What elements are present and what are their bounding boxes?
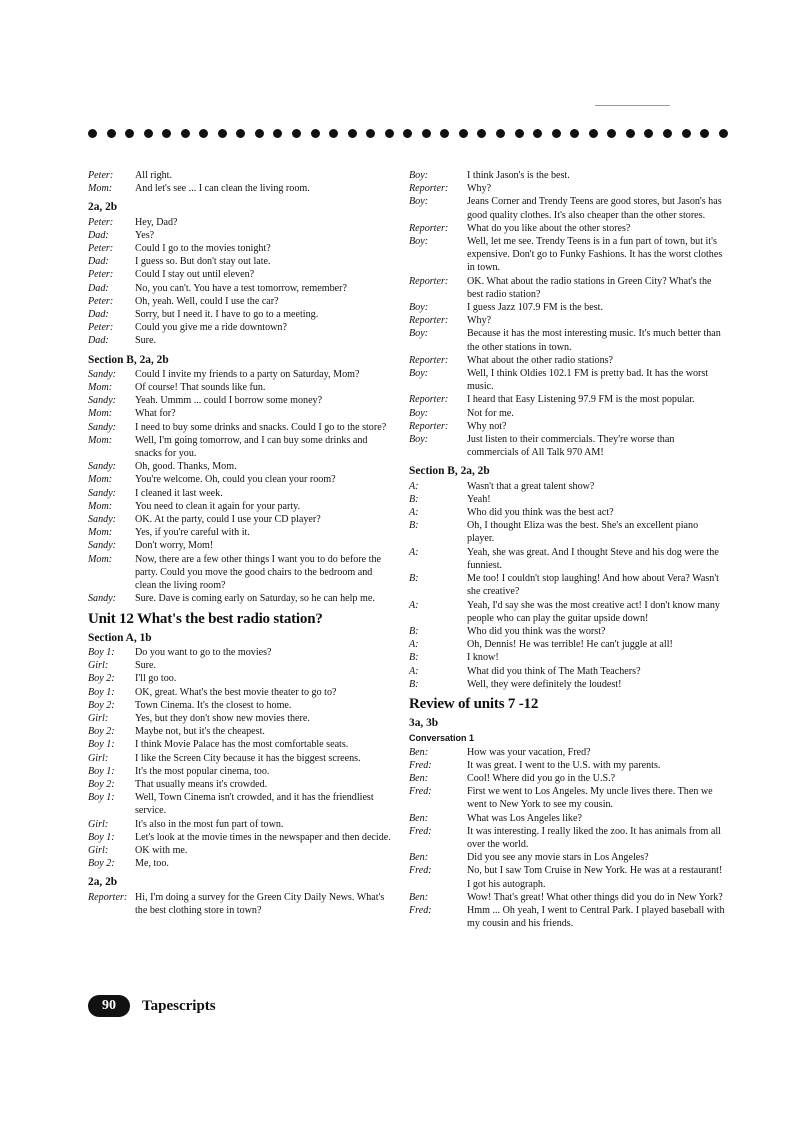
- speaker-label: Dad:: [88, 256, 109, 268]
- dialogue-line: [409, 393, 727, 406]
- speaker-label: Boy 2:: [88, 778, 115, 790]
- dialogue-line: [409, 891, 727, 904]
- dialogue-line: [409, 904, 727, 930]
- dialogue-line: [88, 818, 396, 831]
- dialogue-text: Sure. Dave is coming early on Saturday, so he can help me.: [135, 593, 375, 605]
- dialogue-text: Yeah, she was great. And I thought Steve and his dog were the funniest.: [467, 546, 719, 571]
- dialogue-text: Oh, I thought Eliza was the best. She's an excellent piano player.: [467, 520, 699, 545]
- speaker-label: Sandy:: [88, 593, 117, 605]
- decorative-dot: [181, 129, 190, 138]
- dialogue-line: [409, 493, 727, 506]
- speaker-label: Sandy:: [88, 395, 117, 407]
- dialogue-text: Yes?: [135, 229, 155, 241]
- speaker-label: Peter:: [88, 216, 114, 228]
- dialogue-text: It was interesting. I really liked the zoo. It has animals from all over the world.: [467, 825, 721, 850]
- dialogue-line: [88, 381, 396, 394]
- decorative-dot: [700, 129, 709, 138]
- dialogue-line: [409, 354, 727, 367]
- dialogue-text: Cool! Where did you go in the U.S.?: [467, 772, 616, 784]
- dialogue-text: What did you think of The Math Teachers?: [467, 665, 641, 677]
- speaker-label: Reporter:: [409, 222, 449, 234]
- dialogue-text: And let's see ... I can clean the living room.: [135, 183, 310, 195]
- dialogue-text: Oh, Dennis! He was terrible! He can't juggle at all!: [467, 639, 673, 651]
- speaker-label: Mom:: [88, 434, 113, 446]
- speaker-label: Mom:: [88, 408, 113, 420]
- decorative-dot: [496, 129, 505, 138]
- speaker-label: Girl:: [88, 818, 109, 830]
- speaker-label: B:: [409, 678, 419, 690]
- speaker-label: A:: [409, 546, 419, 558]
- dialogue-text: Hi, I'm doing a survey for the Green City Daily News. What's the best clothing store in town?: [135, 891, 385, 916]
- speaker-label: Dad:: [88, 335, 109, 347]
- speaker-label: Reporter:: [88, 891, 128, 903]
- dialogue-text: Sure.: [135, 335, 157, 347]
- dialogue-text: I heard that Easy Listening 97.9 FM is the most popular.: [467, 394, 695, 406]
- dialogue-text: Hmm ... Oh yeah, I went to Central Park. I played baseball with my cousin and his friends.: [467, 904, 725, 930]
- dialogue-text: Could you give me a ride downtown?: [135, 322, 287, 334]
- decorative-dot: [607, 129, 616, 138]
- dialogue-line: [409, 546, 727, 572]
- dialogue-line: [409, 825, 727, 851]
- decorative-dot: [422, 129, 431, 138]
- speaker-label: Boy:: [409, 407, 429, 419]
- dialogue-text: Did you see any movie stars in Los Angeles?: [467, 852, 649, 864]
- dialogue-line: [409, 519, 727, 545]
- decorative-dot: [329, 129, 338, 138]
- speaker-label: Boy 1:: [88, 646, 115, 658]
- speaker-label: Boy 1:: [88, 831, 115, 843]
- speaker-label: Sandy:: [88, 540, 117, 552]
- speaker-label: Boy:: [409, 368, 429, 380]
- dialogue-text: Oh, yeah. Well, could I use the car?: [135, 295, 279, 307]
- dialogue-text: Yeah, I'd say she was the most creative act! I don't know many people who can play the guitar upside down!: [467, 599, 720, 624]
- dialogue-text: You're welcome. Oh, could you clean your room?: [135, 474, 336, 486]
- decorative-dot: [218, 129, 227, 138]
- dialogue-text: Well, they were definitely the loudest!: [467, 678, 622, 690]
- speaker-label: Ben:: [409, 746, 429, 758]
- dialogue-line: [88, 229, 396, 242]
- dialogue-line: [88, 321, 396, 334]
- section-heading: Section A, 1b: [88, 631, 152, 644]
- dialogue-text: OK. What about the radio stations in Green City? What's the best radio station?: [467, 275, 712, 300]
- dialogue-line: [88, 460, 396, 473]
- speaker-label: Sandy:: [88, 461, 117, 473]
- dialogue-text: I cleaned it last week.: [135, 487, 223, 499]
- speaker-label: Reporter:: [409, 183, 449, 195]
- speaker-label: Fred:: [409, 904, 432, 916]
- decorative-dot: [292, 129, 301, 138]
- dialogue-line: [88, 434, 396, 460]
- speaker-label: Boy 1:: [88, 792, 115, 804]
- speaker-label: B:: [409, 652, 419, 664]
- dialogue-text: Yes, if you're careful with it.: [135, 527, 250, 539]
- speaker-label: Peter:: [88, 295, 114, 307]
- dialogue-line: [88, 308, 396, 321]
- dialogue-line: [88, 282, 396, 295]
- dialogue-line: [88, 752, 396, 765]
- dialogue-line: [88, 686, 396, 699]
- speaker-label: B:: [409, 573, 419, 585]
- dialogue-line: [88, 738, 396, 751]
- dialogue-line: [88, 513, 396, 526]
- speaker-label: Girl:: [88, 660, 109, 672]
- page-footer: [88, 995, 216, 1017]
- dialogue-text: Well, Town Cinema isn't crowded, and it has the friendliest service.: [135, 792, 374, 817]
- decorative-dot: [682, 129, 691, 138]
- speaker-label: Fred:: [409, 786, 432, 798]
- dialogue-line: [88, 500, 396, 513]
- speaker-label: A:: [409, 665, 419, 677]
- dialogue-text: OK, great. What's the best movie theater to go to?: [135, 686, 337, 698]
- dialogue-line: [88, 844, 396, 857]
- decorative-dot: [719, 129, 728, 138]
- dialogue-line: [88, 831, 396, 844]
- dialogue-line: [88, 473, 396, 486]
- speaker-label: A:: [409, 599, 419, 611]
- speaker-label: Boy:: [409, 328, 429, 340]
- dialogue-line: [409, 314, 727, 327]
- decorative-dot: [477, 129, 486, 138]
- speaker-label: Boy:: [409, 196, 429, 208]
- dialogue-text: I guess so. But don't stay out late.: [135, 256, 271, 268]
- dialogue-line: [409, 195, 727, 221]
- dialogue-line: [409, 235, 727, 275]
- dialogue-text: Who did you think was the best act?: [467, 507, 614, 519]
- dialogue-line: [88, 487, 396, 500]
- dialogue-line: [88, 778, 396, 791]
- speaker-label: Reporter:: [409, 275, 449, 287]
- dialogue-line: [409, 222, 727, 235]
- decorative-dot: [255, 129, 264, 138]
- speaker-label: Fred:: [409, 759, 432, 771]
- dialogue-text: Of course! That sounds like fun.: [135, 382, 266, 394]
- speaker-label: Reporter:: [409, 420, 449, 432]
- speaker-label: Sandy:: [88, 514, 117, 526]
- speaker-label: Boy:: [409, 302, 429, 314]
- dialogue-text: Who did you think was the worst?: [467, 625, 606, 637]
- dialogue-line: [88, 268, 396, 281]
- dialogue-line: [88, 646, 396, 659]
- dialogue-line: [88, 699, 396, 712]
- decorative-dot: [515, 129, 524, 138]
- speaker-label: Boy 2:: [88, 726, 115, 738]
- decorative-dot: [589, 129, 598, 138]
- dialogue-text: Town Cinema. It's the closest to home.: [135, 699, 292, 711]
- dialogue-line: [88, 659, 396, 672]
- speaker-label: Peter:: [88, 269, 114, 281]
- speaker-label: Girl:: [88, 712, 109, 724]
- speaker-label: Boy 1:: [88, 765, 115, 777]
- decorative-dot: [459, 129, 468, 138]
- dialogue-text: It was great. I went to the U.S. with my parents.: [467, 759, 661, 771]
- dot-border: [88, 125, 728, 141]
- speaker-label: A:: [409, 480, 419, 492]
- speaker-label: Peter:: [88, 170, 114, 181]
- footer-label: Tapescripts: [142, 997, 216, 1014]
- speaker-label: B:: [409, 520, 419, 532]
- dialogue-line: [409, 665, 727, 678]
- speaker-label: Mom:: [88, 382, 113, 394]
- dialogue-line: [88, 242, 396, 255]
- dialogue-line: [88, 255, 396, 268]
- dialogue-text: OK. At the party, could I use your CD player?: [135, 514, 321, 526]
- dialogue-line: [88, 169, 396, 182]
- dialogue-line: [409, 506, 727, 519]
- dialogue-text: Let's look at the movie times in the newspaper and then decide.: [135, 831, 391, 843]
- speaker-label: Ben:: [409, 891, 429, 903]
- dialogue-line: [409, 638, 727, 651]
- dialogue-line: [409, 301, 727, 314]
- dialogue-line: [88, 394, 396, 407]
- dialogue-line: [88, 765, 396, 778]
- speaker-label: Reporter:: [409, 394, 449, 406]
- dialogue-text: Well, I'm going tomorrow, and I can buy some drinks and snacks for you.: [135, 434, 368, 460]
- speaker-label: Sandy:: [88, 421, 117, 433]
- dialogue-text: Could I invite my friends to a party on Saturday, Mom?: [135, 368, 360, 380]
- unit-heading: Review of units 7 -12: [409, 695, 539, 712]
- dialogue-text: Now, there are a few other things I want you to do before the party. Could you move the good chairs to the bedroom and clean the living room?: [135, 553, 381, 592]
- dialogue-text: What about the other radio stations?: [467, 354, 614, 366]
- dialogue-text: No, you can't. You have a test tomorrow, remember?: [135, 282, 347, 294]
- dialogue-text: Well, let me see. Trendy Teens is in a fun part of town, but it's expensive. Don't go to Funky Fashions. It has the worst clothes in town.: [467, 236, 723, 274]
- speaker-label: Mom:: [88, 500, 113, 512]
- dialogue-text: You need to clean it again for your party.: [135, 500, 301, 512]
- dialogue-text: I think Jason's is the best.: [467, 170, 570, 181]
- dialogue-line: [409, 327, 727, 353]
- decorative-dot: [236, 129, 245, 138]
- speaker-label: Ben:: [409, 772, 429, 784]
- dialogue-line: [409, 480, 727, 493]
- dialogue-line: [409, 785, 727, 811]
- dialogue-line: [88, 592, 396, 605]
- dialogue-line: [88, 334, 396, 347]
- dialogue-line: [409, 433, 727, 459]
- speaker-label: B:: [409, 625, 419, 637]
- conversation-heading: Conversation 1: [409, 733, 475, 744]
- decorative-dot: [644, 129, 653, 138]
- dialogue-line: [88, 539, 396, 552]
- speaker-label: Mom:: [88, 553, 113, 565]
- dialogue-text: No, but I saw Tom Cruise in New York. He was at a restaurant! I got his autograph.: [467, 865, 723, 890]
- dialogue-text: Me, too.: [135, 858, 169, 870]
- speaker-label: Sandy:: [88, 487, 117, 499]
- dialogue-line: [409, 182, 727, 195]
- speaker-label: Mom:: [88, 474, 113, 486]
- dialogue-text: I need to buy some drinks and snacks. Could I go to the store?: [135, 421, 387, 433]
- dialogue-line: [88, 725, 396, 738]
- dialogue-line: [409, 746, 727, 759]
- section-heading: 3a, 3b: [409, 717, 439, 730]
- decorative-dot: [107, 129, 116, 138]
- right-column: [409, 169, 727, 930]
- dialogue-text: Not for me.: [467, 407, 514, 419]
- dialogue-line: [88, 182, 396, 195]
- speaker-label: Boy 1:: [88, 686, 115, 698]
- decorative-dot: [311, 129, 320, 138]
- decorative-dot: [533, 129, 542, 138]
- section-heading: 2a, 2b: [88, 876, 118, 889]
- dialogue-text: Don't worry, Mom!: [135, 540, 214, 552]
- dialogue-text: I guess Jazz 107.9 FM is the best.: [467, 302, 603, 314]
- speaker-label: Peter:: [88, 322, 114, 334]
- dialogue-text: Yes, but they don't show new movies there.: [135, 712, 310, 724]
- speaker-label: Fred:: [409, 825, 432, 837]
- dialogue-line: [409, 625, 727, 638]
- dialogue-text: All right.: [135, 170, 173, 181]
- speaker-label: Boy 2:: [88, 673, 115, 685]
- speaker-label: Girl:: [88, 752, 109, 764]
- decorative-dot: [366, 129, 375, 138]
- speaker-label: Boy 1:: [88, 739, 115, 751]
- speaker-label: Reporter:: [409, 354, 449, 366]
- dialogue-text: Wasn't that a great talent show?: [467, 480, 595, 492]
- dialogue-text: Because it has the most interesting music. It's much better than the other stations in town.: [467, 328, 721, 353]
- dialogue-text: Sure.: [135, 660, 157, 672]
- dialogue-text: Could I stay out until eleven?: [135, 269, 255, 281]
- decorative-dot: [626, 129, 635, 138]
- dialogue-text: Do you want to go to the movies?: [135, 646, 272, 658]
- left-column: [88, 169, 396, 917]
- decorative-dot: [88, 129, 97, 138]
- dialogue-text: Why?: [467, 315, 492, 327]
- dialogue-text: Yeah. Ummm ... could I borrow some money?: [135, 395, 323, 407]
- speaker-label: Girl:: [88, 844, 109, 856]
- decorative-dot: [273, 129, 282, 138]
- dialogue-line: [88, 421, 396, 434]
- speaker-label: Boy 2:: [88, 699, 115, 711]
- dialogue-text: I like the Screen City because it has the biggest screens.: [135, 752, 361, 764]
- decorative-dot: [162, 129, 171, 138]
- dialogue-line: [88, 791, 396, 817]
- dialogue-text: What do you like about the other stores?: [467, 222, 631, 234]
- page-number-badge: 90: [88, 995, 130, 1017]
- dialogue-line: [88, 891, 396, 917]
- dialogue-line: [409, 678, 727, 691]
- dialogue-line: [409, 572, 727, 598]
- decorative-dot: [552, 129, 561, 138]
- decorative-dot: [199, 129, 208, 138]
- decorative-dot: [570, 129, 579, 138]
- dialogue-line: [409, 851, 727, 864]
- dialogue-text: Just listen to their commercials. They're worse than commercials of All Talk 970 AM!: [467, 434, 675, 459]
- dialogue-text: Maybe not, but it's the cheapest.: [135, 726, 265, 738]
- dialogue-line: [88, 295, 396, 308]
- dialogue-line: [88, 712, 396, 725]
- dialogue-line: [409, 599, 727, 625]
- speaker-label: A:: [409, 507, 419, 519]
- section-heading: Section B, 2a, 2b: [88, 353, 169, 366]
- dialogue-text: Why not?: [467, 420, 507, 432]
- dialogue-text: I think Movie Palace has the most comfortable seats.: [135, 739, 349, 751]
- speaker-label: Dad:: [88, 229, 109, 241]
- dialogue-line: [409, 169, 727, 182]
- dialogue-text: What for?: [135, 408, 176, 420]
- dialogue-text: Sorry, but I need it. I have to go to a meeting.: [135, 309, 319, 321]
- top-rule: [595, 105, 670, 106]
- speaker-label: Reporter:: [409, 315, 449, 327]
- unit-heading: Unit 12 What's the best radio station?: [88, 610, 323, 627]
- dialogue-text: What was Los Angeles like?: [467, 812, 582, 824]
- dialogue-text: It's the most popular cinema, too.: [135, 765, 270, 777]
- dialogue-text: Hey, Dad?: [135, 216, 178, 228]
- speaker-label: Boy:: [409, 434, 429, 446]
- dialogue-text: Could I go to the movies tonight?: [135, 243, 271, 255]
- dialogue-text: It's also in the most fun part of town.: [135, 818, 284, 830]
- decorative-dot: [144, 129, 153, 138]
- decorative-dot: [125, 129, 134, 138]
- dialogue-text: Wow! That's great! What other things did you do in New York?: [467, 891, 723, 903]
- dialogue-line: [409, 772, 727, 785]
- speaker-label: Dad:: [88, 309, 109, 321]
- decorative-dot: [440, 129, 449, 138]
- speaker-label: Dad:: [88, 282, 109, 294]
- dialogue-line: [409, 812, 727, 825]
- speaker-label: Mom:: [88, 527, 113, 539]
- speaker-label: Boy:: [409, 170, 429, 181]
- dialogue-line: [88, 857, 396, 870]
- dialogue-line: [409, 420, 727, 433]
- speaker-label: Boy 2:: [88, 858, 115, 870]
- dialogue-text: Me too! I couldn't stop laughing! And how about Vera? Wasn't she creative?: [467, 573, 719, 598]
- speaker-label: Peter:: [88, 243, 114, 255]
- decorative-dot: [385, 129, 394, 138]
- decorative-dot: [663, 129, 672, 138]
- dialogue-line: [88, 216, 396, 229]
- speaker-label: Sandy:: [88, 368, 117, 380]
- dialogue-line: [88, 368, 396, 381]
- speaker-label: Ben:: [409, 812, 429, 824]
- dialogue-text: That usually means it's crowded.: [135, 778, 268, 790]
- speaker-label: Fred:: [409, 865, 432, 877]
- dialogue-text: First we went to Los Angeles. My uncle lives there. Then we went to New York to see my cousin.: [467, 786, 713, 811]
- section-heading: 2a, 2b: [88, 201, 118, 214]
- dialogue-text: I know!: [467, 652, 499, 664]
- dialogue-text: Why?: [467, 183, 492, 195]
- dialogue-line: [409, 759, 727, 772]
- dialogue-line: [88, 407, 396, 420]
- dialogue-line: [88, 526, 396, 539]
- dialogue-line: [88, 672, 396, 685]
- speaker-label: Boy:: [409, 236, 429, 248]
- dialogue-text: Yeah!: [467, 493, 491, 505]
- speaker-label: A:: [409, 639, 419, 651]
- dialogue-line: [409, 864, 727, 890]
- dialogue-text: OK with me.: [135, 844, 188, 856]
- speaker-label: Mom:: [88, 183, 113, 195]
- speaker-label: Ben:: [409, 852, 429, 864]
- dialogue-text: Oh, good. Thanks, Mom.: [135, 461, 237, 473]
- dialogue-text: How was your vacation, Fred?: [467, 746, 591, 758]
- dialogue-line: [409, 275, 727, 301]
- dialogue-text: Jeans Corner and Trendy Teens are good stores, but Jason's has good quality clothes. It's also cheaper than the other stores.: [467, 196, 722, 221]
- section-heading: Section B, 2a, 2b: [409, 465, 490, 478]
- decorative-dot: [403, 129, 412, 138]
- dialogue-text: Well, I think Oldies 102.1 FM is pretty bad. It has the worst music.: [467, 368, 709, 393]
- speaker-label: B:: [409, 493, 419, 505]
- decorative-dot: [348, 129, 357, 138]
- dialogue-line: [409, 651, 727, 664]
- dialogue-line: [409, 367, 727, 393]
- dialogue-text: I'll go too.: [135, 673, 177, 685]
- dialogue-line: [409, 407, 727, 420]
- dialogue-line: [88, 553, 396, 593]
